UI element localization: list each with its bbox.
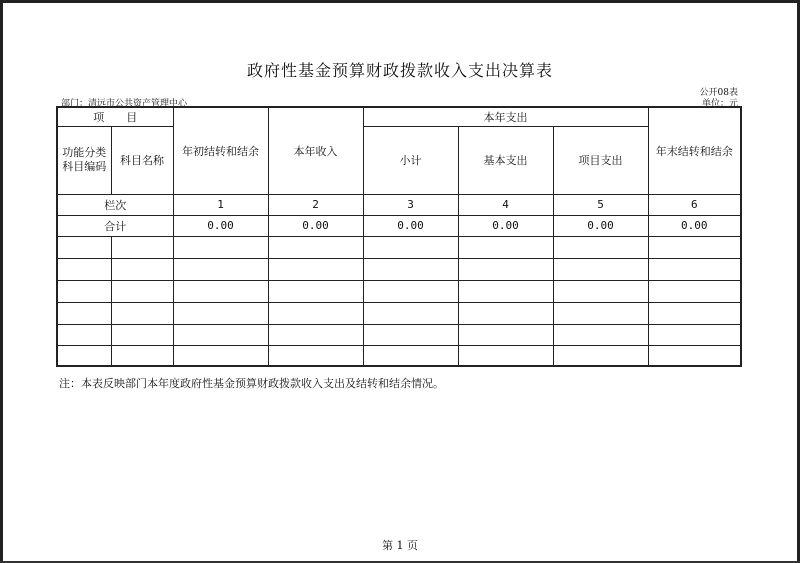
- table-cell: [648, 324, 741, 345]
- table-cell: [363, 258, 458, 280]
- item-header: 项 目: [57, 107, 173, 126]
- total-value: 0.00: [268, 215, 363, 236]
- table-cell: [173, 236, 268, 258]
- table-cell: [648, 345, 741, 366]
- page-border-top: [0, 0, 800, 3]
- column-number: 3: [363, 194, 458, 215]
- table-cell: [111, 258, 173, 280]
- table-cell: [173, 258, 268, 280]
- table-cell: [648, 236, 741, 258]
- table-cell: [268, 345, 363, 366]
- table-cell: [553, 324, 648, 345]
- table-cell: [553, 345, 648, 366]
- row-column-label: 栏次: [57, 194, 173, 215]
- table-row: [57, 345, 741, 366]
- table-cell: [458, 236, 553, 258]
- table-row: [57, 258, 741, 280]
- table-cell: [111, 302, 173, 324]
- col-basic-header: 基本支出: [458, 126, 553, 194]
- table-cell: [57, 258, 111, 280]
- total-value: 0.00: [173, 215, 268, 236]
- table-cell: [173, 324, 268, 345]
- table-cell: [268, 258, 363, 280]
- page-border-left: [0, 0, 3, 563]
- table-cell: [553, 258, 648, 280]
- column-number: 5: [553, 194, 648, 215]
- col-ending-header: 年末结转和结余: [648, 107, 741, 194]
- func-code-header: 功能分类 科目编码: [57, 126, 111, 194]
- table-cell: [648, 280, 741, 302]
- table-cell: [57, 324, 111, 345]
- table-row: [57, 236, 741, 258]
- col-income-header: 本年收入: [268, 107, 363, 194]
- table-cell: [173, 280, 268, 302]
- table-cell: [173, 302, 268, 324]
- col-beginning-header: 年初结转和结余: [173, 107, 268, 194]
- total-value: 0.00: [458, 215, 553, 236]
- table-cell: [57, 280, 111, 302]
- column-number: 4: [458, 194, 553, 215]
- table-cell: [458, 345, 553, 366]
- table-cell: [363, 324, 458, 345]
- budget-table: [56, 106, 742, 367]
- table-cell: [553, 280, 648, 302]
- table-cell: [553, 236, 648, 258]
- table-cell: [111, 324, 173, 345]
- page-number: 第 1 页: [382, 539, 418, 552]
- table-cell: [111, 280, 173, 302]
- table-cell: [363, 345, 458, 366]
- table-cell: [173, 345, 268, 366]
- subject-name-header: 科目名称: [111, 126, 173, 194]
- page-title: 政府性基金预算财政拨款收入支出决算表: [246, 61, 553, 80]
- table-cell: [57, 302, 111, 324]
- table-cell: [458, 280, 553, 302]
- col-project-header: 项目支出: [553, 126, 648, 194]
- col-subtotal-header: 小计: [363, 126, 458, 194]
- table-cell: [458, 258, 553, 280]
- table-cell: [363, 280, 458, 302]
- table-row: [57, 302, 741, 324]
- table-cell: [458, 324, 553, 345]
- table-cell: [458, 302, 553, 324]
- row-total-label: 合计: [57, 215, 173, 236]
- table-row: [57, 324, 741, 345]
- table-cell: [363, 236, 458, 258]
- table-cell: [268, 302, 363, 324]
- column-number: 1: [173, 194, 268, 215]
- table-cell: [268, 324, 363, 345]
- total-value: 0.00: [648, 215, 741, 236]
- table-cell: [553, 302, 648, 324]
- table-cell: [57, 345, 111, 366]
- total-value: 0.00: [553, 215, 648, 236]
- table-cell: [268, 280, 363, 302]
- department-label: 部门：清远市公共资产管理中心: [61, 99, 188, 109]
- column-number: 6: [648, 194, 741, 215]
- form-code: 公开08表: [699, 88, 738, 98]
- table-row: [57, 280, 741, 302]
- table-cell: [648, 258, 741, 280]
- table-cell: [363, 302, 458, 324]
- table-cell: [268, 236, 363, 258]
- table-cell: [57, 236, 111, 258]
- unit-label: 单位：元: [701, 99, 738, 109]
- column-number: 2: [268, 194, 363, 215]
- col-expense-group-header: 本年支出: [363, 107, 648, 126]
- table-note: 注：本表反映部门本年度政府性基金预算财政拨款收入支出及结转和结余情况。: [59, 377, 444, 390]
- table-cell: [648, 302, 741, 324]
- table-cell: [111, 236, 173, 258]
- table-cell: [111, 345, 173, 366]
- total-value: 0.00: [363, 215, 458, 236]
